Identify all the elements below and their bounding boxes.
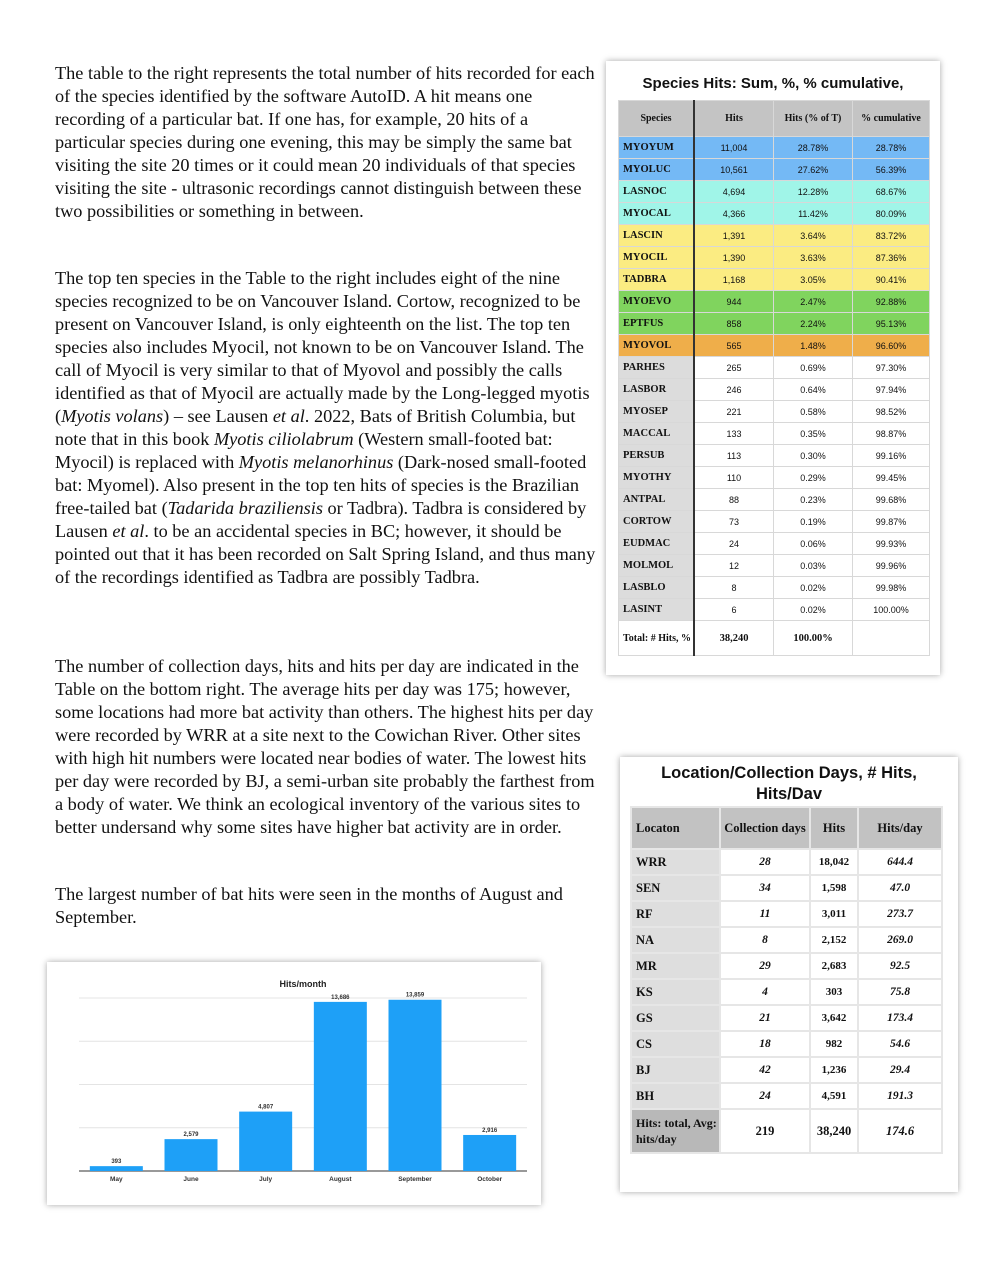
hits-pct-cell: 3.05% — [774, 269, 853, 291]
hits-cell: 1,390 — [694, 247, 774, 269]
cumulative-cell: 68.67% — [853, 181, 930, 203]
hits-per-day-cell: 47.0 — [858, 875, 942, 901]
hits-cell: 1,391 — [694, 225, 774, 247]
hits-per-day-cell: 191.3 — [858, 1083, 942, 1109]
hits-per-day-cell: 75.8 — [858, 979, 942, 1005]
cumulative-cell: 87.36% — [853, 247, 930, 269]
text-segment: ) – see Lausen — [163, 406, 273, 426]
bar-june — [165, 1139, 218, 1171]
cumulative-cell: 98.52% — [853, 401, 930, 423]
bar-october — [463, 1135, 516, 1171]
cumulative-cell: 92.88% — [853, 291, 930, 313]
hits-cell: 4,591 — [810, 1083, 858, 1109]
hits-pct-cell: 1.48% — [774, 335, 853, 357]
location-name: CS — [631, 1031, 720, 1057]
species-name: LASINT — [619, 599, 695, 621]
italic-text: Tadarida braziliensis — [167, 498, 323, 518]
paragraph-months: The largest number of bat hits were seen in the months of August and September. — [55, 884, 563, 927]
hits-cell: 38,240 — [810, 1109, 858, 1153]
text-segment: . to be an accidental species in BC; however, it should be pointed out that it has been recorded on Salt Spring Island, and thus many of the recordings identified as Tadbra are possibly Tadbra. — [55, 521, 596, 587]
hits-pct-cell: 0.23% — [774, 489, 853, 511]
species-hits-card — [606, 61, 940, 675]
x-tick-label: August — [329, 1176, 352, 1183]
table-row — [619, 555, 930, 577]
text-segment: . 2022, Bats of British Columbia, but note that in this book — [55, 406, 576, 449]
collection-days-cell: 4 — [720, 979, 810, 1005]
hits-pct-cell: 0.64% — [774, 379, 853, 401]
species-name: ANTPAL — [619, 489, 695, 511]
text-segment: The top ten species in the Table to the right includes eight of the nine species recognized to be on Vancouver Island. Cortow, recognized to be present on Vancouver Island, is only eighteenth on the list. The top ten species also includes Myocil, not known to be on Vancouver Island. The call of Myocil is very similar to that of Myovol and possibly the calls identified as that of Myocil are actually made by the Long-legged myotis ( — [55, 268, 590, 426]
table-row — [631, 901, 942, 927]
table-row — [619, 137, 930, 159]
cumulative-cell: 99.87% — [853, 511, 930, 533]
cumulative-cell: 99.45% — [853, 467, 930, 489]
table-row — [631, 1057, 942, 1083]
italic-text: et al — [112, 521, 145, 541]
hits-cell: 8 — [694, 577, 774, 599]
total-row — [631, 1109, 942, 1153]
location-name: MR — [631, 953, 720, 979]
location-name: GS — [631, 1005, 720, 1031]
species-name: MYOLUC — [619, 159, 695, 181]
col-species: Species — [619, 101, 695, 137]
species-name: PERSUB — [619, 445, 695, 467]
table-row — [631, 1083, 942, 1109]
hits-cell: 4,694 — [694, 181, 774, 203]
location-name: WRR — [631, 849, 720, 875]
species-name: MYOTHY — [619, 467, 695, 489]
table-row — [619, 423, 930, 445]
hits-pct-cell: 0.19% — [774, 511, 853, 533]
location-name: KS — [631, 979, 720, 1005]
table-row — [631, 953, 942, 979]
paragraph-species-table-intro: The table to the right represents the total number of hits recorded for each of the species identified by the software AutoID. A hit means one recording of a particular bat. If one has, for example, 20 hits of a particular species during one evening, this may be simply the same bat visiting the site 20 times or it could mean 20 individuals of that species visiting the site - ultrasonic recordings cannot distinguish between these two possibilities or something in between. — [55, 63, 595, 221]
species-name: MOLMOL — [619, 555, 695, 577]
table-row — [619, 489, 930, 511]
bar-may — [90, 1166, 143, 1171]
location-table-title: Location/Collection Days, # Hits, Hits/Dav — [661, 764, 917, 803]
table-row — [631, 849, 942, 875]
hits-cell: 565 — [694, 335, 774, 357]
chart-title: Hits/month — [279, 979, 327, 989]
table-row — [619, 467, 930, 489]
italic-text: et al — [272, 406, 305, 426]
species-name: CORTOW — [619, 511, 695, 533]
data-label: 4,807 — [258, 1104, 274, 1111]
table-row — [631, 1031, 942, 1057]
col-collection-days: Collection days — [720, 807, 810, 849]
hits-cell: 10,561 — [694, 159, 774, 181]
hits-per-day-cell: 173.4 — [858, 1005, 942, 1031]
text-segment: (Western small-footed bat: Myocil) is replaced with — [55, 429, 553, 472]
hits-cell: 3,011 — [810, 901, 858, 927]
hits-cell: 110 — [694, 467, 774, 489]
bar-august — [314, 1002, 367, 1171]
location-name: BJ — [631, 1057, 720, 1083]
species-name: EUDMAC — [619, 533, 695, 555]
data-label: 13,686 — [331, 994, 350, 1001]
location-name: BH — [631, 1083, 720, 1109]
species-hits-table — [618, 100, 930, 656]
species-name: MYOCIL — [619, 247, 695, 269]
species-name: MYOCAL — [619, 203, 695, 225]
cumulative-cell: 99.93% — [853, 533, 930, 555]
total-label: Total: # Hits, % — [619, 621, 695, 656]
table-row — [619, 401, 930, 423]
hits-pct-cell: 0.03% — [774, 555, 853, 577]
hits-pct-cell: 2.24% — [774, 313, 853, 335]
hits-cell: 303 — [810, 979, 858, 1005]
hits-cell: 4,366 — [694, 203, 774, 225]
data-label: 2,916 — [482, 1127, 498, 1134]
hits-pct-cell: 3.63% — [774, 247, 853, 269]
total-hits: 38,240 — [694, 621, 774, 656]
table-row — [619, 357, 930, 379]
cumulative-cell: 97.30% — [853, 357, 930, 379]
text-segment: (Dark-nosed small-footed bat: Myomel). Also present in the top ten hits of species is the Brazilian free-tailed bat ( — [55, 452, 587, 518]
col-hits-pct: Hits (% of T) — [774, 101, 853, 137]
cumulative-cell: 56.39% — [853, 159, 930, 181]
hits-pct-cell: 12.28% — [774, 181, 853, 203]
species-name: MYOYUM — [619, 137, 695, 159]
hits-per-day-cell: 174.6 — [858, 1109, 942, 1153]
table-row — [619, 599, 930, 621]
italic-text: Myotis volans — [61, 406, 164, 426]
italic-text: Myotis melanorhinus — [238, 452, 394, 472]
hits-pct-cell: 0.58% — [774, 401, 853, 423]
hits-pct-cell: 0.69% — [774, 357, 853, 379]
table-row — [619, 445, 930, 467]
data-label: 2,579 — [183, 1132, 199, 1139]
total-blank — [853, 621, 930, 656]
hits-pct-cell: 28.78% — [774, 137, 853, 159]
collection-days-cell: 18 — [720, 1031, 810, 1057]
cumulative-cell: 83.72% — [853, 225, 930, 247]
hits-cell: 88 — [694, 489, 774, 511]
table-row — [619, 533, 930, 555]
hits-per-month-chart — [47, 962, 541, 1205]
cumulative-cell: 99.16% — [853, 445, 930, 467]
location-name: RF — [631, 901, 720, 927]
hits-per-day-cell: 269.0 — [858, 927, 942, 953]
collection-days-cell: 11 — [720, 901, 810, 927]
col-hits: Hits — [694, 101, 774, 137]
table-row — [619, 159, 930, 181]
table-row — [619, 181, 930, 203]
collection-days-cell: 21 — [720, 1005, 810, 1031]
x-tick-label: July — [259, 1176, 273, 1183]
col-hits: Hits — [810, 807, 858, 849]
hits-cell: 246 — [694, 379, 774, 401]
cumulative-cell: 99.68% — [853, 489, 930, 511]
table-row — [619, 511, 930, 533]
bar-july — [239, 1112, 292, 1171]
location-table — [630, 806, 943, 1154]
species-name: EPTFUS — [619, 313, 695, 335]
hits-cell: 133 — [694, 423, 774, 445]
hits-pct-cell: 0.30% — [774, 445, 853, 467]
hits-cell: 73 — [694, 511, 774, 533]
cumulative-cell: 90.41% — [853, 269, 930, 291]
hits-per-day-cell: 54.6 — [858, 1031, 942, 1057]
species-name: LASBOR — [619, 379, 695, 401]
cumulative-cell: 98.87% — [853, 423, 930, 445]
bar-september — [389, 1000, 442, 1171]
species-name: TADBRA — [619, 269, 695, 291]
species-name: LASCIN — [619, 225, 695, 247]
species-name: LASNOC — [619, 181, 695, 203]
hits-cell: 982 — [810, 1031, 858, 1057]
hits-cell: 2,683 — [810, 953, 858, 979]
x-tick-label: September — [398, 1176, 432, 1183]
species-name: MYOSEP — [619, 401, 695, 423]
table-row — [619, 379, 930, 401]
species-name: MYOVOL — [619, 335, 695, 357]
table-row — [619, 335, 930, 357]
location-name: NA — [631, 927, 720, 953]
hits-pct-cell: 0.02% — [774, 599, 853, 621]
hits-pct-cell: 0.35% — [774, 423, 853, 445]
hits-per-day-cell: 29.4 — [858, 1057, 942, 1083]
hits-per-day-cell: 92.5 — [858, 953, 942, 979]
cumulative-cell: 28.78% — [853, 137, 930, 159]
paragraph-top-ten-species — [55, 267, 600, 589]
species-table-title: Species Hits: Sum, %, % cumulative, — [642, 75, 904, 92]
hits-per-day-cell: 273.7 — [858, 901, 942, 927]
hits-cell: 3,642 — [810, 1005, 858, 1031]
hits-cell: 18,042 — [810, 849, 858, 875]
hits-pct-cell: 2.47% — [774, 291, 853, 313]
hits-cell: 2,152 — [810, 927, 858, 953]
cumulative-cell: 97.94% — [853, 379, 930, 401]
location-name: SEN — [631, 875, 720, 901]
chart-svg — [47, 962, 541, 1205]
cumulative-cell: 99.96% — [853, 555, 930, 577]
hits-cell: 1,598 — [810, 875, 858, 901]
species-name: LASBLO — [619, 577, 695, 599]
hits-pct-cell: 0.02% — [774, 577, 853, 599]
table-row — [619, 313, 930, 335]
hits-cell: 11,004 — [694, 137, 774, 159]
col-cumulative: % cumulative — [853, 101, 930, 137]
x-tick-label: May — [110, 1176, 123, 1183]
hits-cell: 1,168 — [694, 269, 774, 291]
hits-cell: 6 — [694, 599, 774, 621]
hits-cell: 221 — [694, 401, 774, 423]
hits-pct-cell: 0.06% — [774, 533, 853, 555]
collection-days-cell: 8 — [720, 927, 810, 953]
cumulative-cell: 95.13% — [853, 313, 930, 335]
hits-cell: 24 — [694, 533, 774, 555]
hits-pct-cell: 3.64% — [774, 225, 853, 247]
location-name: Hits: total, Avg: hits/day — [631, 1109, 720, 1153]
col-location: Locaton — [631, 807, 720, 849]
hits-cell: 1,236 — [810, 1057, 858, 1083]
cumulative-cell: 80.09% — [853, 203, 930, 225]
x-tick-label: June — [183, 1176, 199, 1183]
table-row — [631, 927, 942, 953]
hits-cell: 265 — [694, 357, 774, 379]
collection-days-cell: 34 — [720, 875, 810, 901]
cumulative-cell: 99.98% — [853, 577, 930, 599]
total-row — [619, 621, 930, 656]
text-segment: or Tadbra). Tadbra is considered by Lausen — [55, 498, 587, 541]
species-name: MYOEVO — [619, 291, 695, 313]
hits-pct-cell: 11.42% — [774, 203, 853, 225]
table-row — [631, 979, 942, 1005]
cumulative-cell: 96.60% — [853, 335, 930, 357]
location-card — [620, 757, 958, 1192]
table-row — [619, 291, 930, 313]
hits-per-day-cell: 644.4 — [858, 849, 942, 875]
italic-text: Myotis ciliolabrum — [213, 429, 354, 449]
table-row — [631, 1005, 942, 1031]
collection-days-cell: 219 — [720, 1109, 810, 1153]
paragraph-collection-days: The number of collection days, hits and hits per day are indicated in the Table on the bottom right. The average hits per day was 175; however, some locations had more bat activity than others. The highest hits per day were recorded by WRR at a site next to the Cowichan River. Other sites with high hit numbers were located near bodies of water. The lowest hits per day were recorded by BJ, a semi-urban site probably the farthest from a body of water. We think an ecological inventory of the various sites to better undersand why some sites have higher bat activity are in order. — [55, 656, 595, 837]
hits-cell: 113 — [694, 445, 774, 467]
cumulative-cell: 100.00% — [853, 599, 930, 621]
collection-days-cell: 29 — [720, 953, 810, 979]
hits-cell: 944 — [694, 291, 774, 313]
data-label: 13,859 — [405, 992, 425, 999]
hits-pct-cell: 0.29% — [774, 467, 853, 489]
hits-cell: 12 — [694, 555, 774, 577]
x-tick-label: October — [477, 1176, 503, 1183]
data-label: 393 — [111, 1159, 122, 1166]
col-hits-per-day: Hits/day — [858, 807, 942, 849]
table-row — [619, 203, 930, 225]
total-pct: 100.00% — [774, 621, 853, 656]
collection-days-cell: 42 — [720, 1057, 810, 1083]
table-row — [619, 577, 930, 599]
collection-days-cell: 28 — [720, 849, 810, 875]
table-row — [619, 269, 930, 291]
table-row — [619, 225, 930, 247]
collection-days-cell: 24 — [720, 1083, 810, 1109]
hits-cell: 858 — [694, 313, 774, 335]
species-name: PARHES — [619, 357, 695, 379]
table-row — [631, 875, 942, 901]
species-name: MACCAL — [619, 423, 695, 445]
hits-pct-cell: 27.62% — [774, 159, 853, 181]
table-row — [619, 247, 930, 269]
